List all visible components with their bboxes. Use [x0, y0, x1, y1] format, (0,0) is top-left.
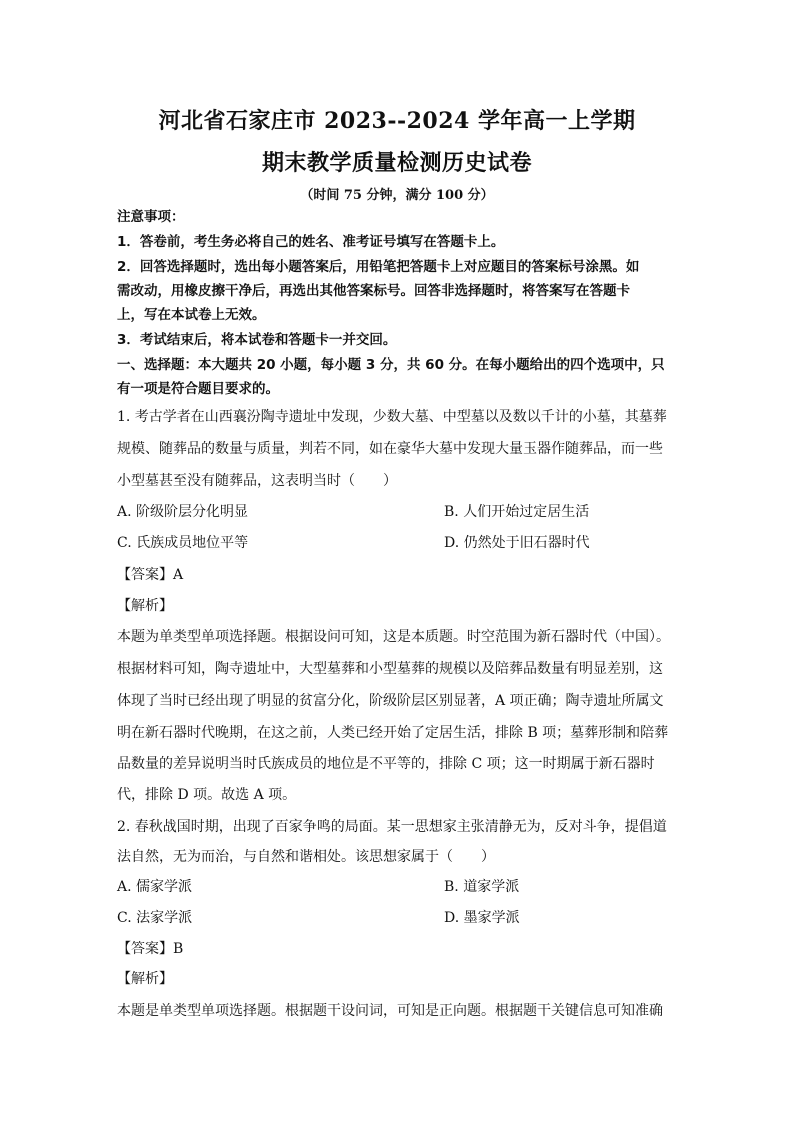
section-heading-line2: 有一项是符合题目要求的。 [117, 381, 279, 397]
exam-title-line1: 河北省石家庄市 2023--2024 学年高一上学期 [158, 108, 636, 134]
q2-answer: 【答案】B [117, 941, 184, 957]
q2-option-d: D. 墨家学派 [444, 910, 520, 926]
note-item-1: 1．答卷前，考生务必将自己的姓名、准考证号填写在答题卡上。 [117, 234, 505, 250]
q1-analysis-line3: 体现了当时已经出现了明显的贫富分化，阶级阶层区别显著，A 项正确；陶寺遗址所属文 [117, 693, 664, 709]
q1-option-d: D. 仍然处于旧石器时代 [444, 535, 590, 551]
q1-analysis-line5: 品数量的差异说明当时氏族成员的地位是不平等的，排除 C 项；这一时期属于新石器时 [117, 756, 655, 772]
q1-analysis-heading: 【解析】 [117, 598, 173, 614]
q1-analysis-line2: 根据材料可知，陶寺遗址中，大型墓葬和小型墓葬的规模以及陪葬品数量有明显差别，这 [117, 661, 663, 677]
q1-analysis-line6: 代，排除 D 项。故选 A 项。 [117, 787, 297, 803]
q1-option-b: B. 人们开始过定居生活 [444, 504, 590, 520]
exam-subtitle: （时间 75 分钟，满分 100 分） [300, 188, 494, 203]
q1-stem-line3: 小型墓甚至没有随葬品，这表明当时（ ） [117, 473, 397, 489]
q2-analysis-line1: 本题是单类型单项选择题。根据题干设问词，可知是正向题。根据题干关键信息可知准确 [117, 1003, 663, 1019]
q1-stem-line2: 规模、随葬品的数量与质量，判若不同，如在豪华大墓中发现大量玉器作随葬品，而一些 [117, 441, 663, 457]
note-item-2-line3: 上，写在本试卷上无效。 [117, 307, 266, 323]
note-item-2-line2: 需改动，用橡皮擦干净后，再选出其他答案标号。回答非选择题时，将答案写在答题卡 [117, 283, 630, 299]
q2-option-c: C. 法家学派 [117, 910, 193, 926]
exam-title-line2: 期末教学质量检测历史试卷 [261, 150, 532, 176]
note-item-2-line1: 2．回答选择题时，选出每小题答案后，用铅笔把答题卡上对应题目的答案标号涂黑。如 [117, 259, 640, 275]
q1-stem-line1: 1. 考古学者在山西襄汾陶寺遗址中发现，少数大墓、中型墓以及数以千计的小墓，其墓葬 [117, 409, 667, 425]
q1-option-a: A. 阶级阶层分化明显 [117, 504, 249, 520]
note-item-3: 3．考试结束后，将本试卷和答题卡一并交回。 [117, 332, 397, 348]
q2-stem-line1: 2. 春秋战国时期，出现了百家争鸣的局面。某一思想家主张清静无为，反对斗争，提倡道 [117, 819, 667, 835]
q1-option-c: C. 氏族成员地位平等 [117, 535, 249, 551]
q2-option-b: B. 道家学派 [444, 879, 520, 895]
section-heading-line1: 一、选择题：本大题共 20 小题，每小题 3 分，共 60 分。在每小题给出的四个选项中，只 [117, 357, 665, 373]
q2-analysis-heading: 【解析】 [117, 971, 173, 987]
q1-analysis-line4: 明在新石器时代晚期，在这之前，人类已经开始了定居生活，排除 B 项；墓葬形制和陪葬 [117, 725, 669, 741]
q2-option-a: A. 儒家学派 [117, 879, 193, 895]
q1-analysis-line1: 本题为单类型单项选择题。根据设问可知，这是本质题。时空范围为新石器时代（中国）。 [117, 629, 670, 645]
q2-stem-line2: 法自然，无为而治，与自然和谐相处。该思想家属于（ ） [117, 849, 495, 865]
q1-answer: 【答案】A [117, 567, 184, 583]
notes-heading: 注意事项： [117, 209, 185, 225]
